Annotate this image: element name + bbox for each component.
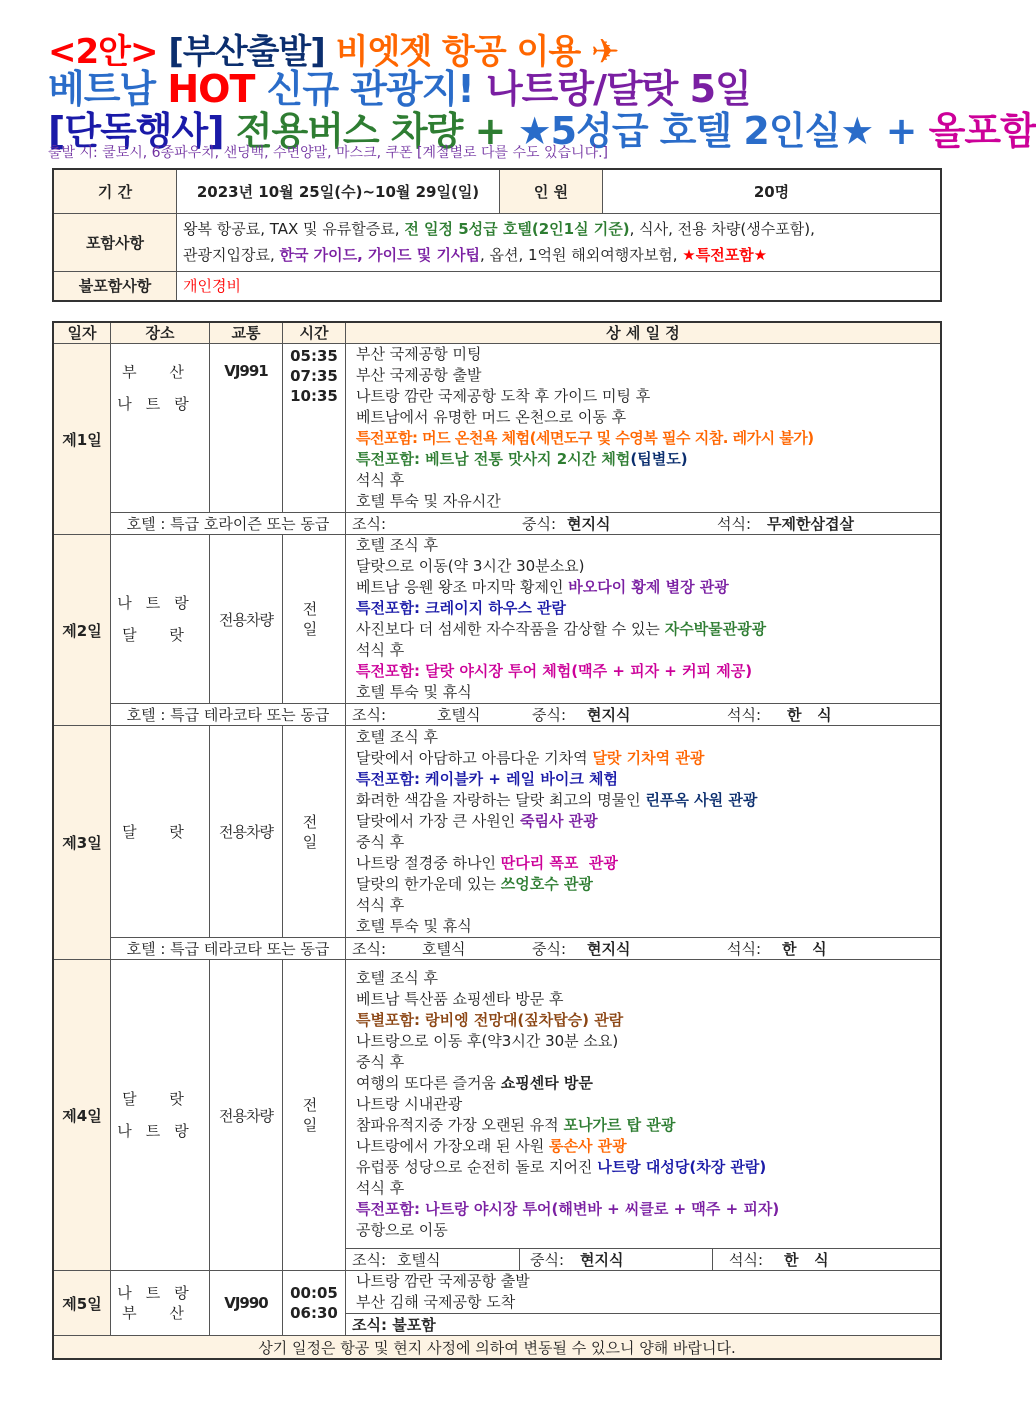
departure-label: [부산출발] — [168, 32, 325, 72]
title-new: 신규 관광지! — [266, 67, 474, 111]
detail-line: 베트남에서 유명한 머드 온천으로 이동 후 — [356, 408, 627, 426]
col-time: 시간 — [283, 322, 346, 344]
transport-value: 전용차량 — [210, 726, 283, 938]
meal-info — [346, 704, 942, 726]
place-cell — [111, 535, 210, 704]
detail-line: 호텔 조식 후 — [356, 536, 438, 554]
dinner-label: 석식: — [729, 1251, 764, 1269]
detail-highlight: 나트랑 대성당(차장 관람) — [597, 1157, 767, 1176]
detail-highlight: 롱손사 관광 — [548, 1136, 627, 1155]
included-guide: 한국 가이드, 가이드 및 기사팁 — [279, 246, 480, 264]
dinner-label: 석식: — [717, 515, 752, 533]
detail-line: 나트랑 깜란 국제공항 출발 — [356, 1272, 530, 1290]
breakfast-label: 조식: — [352, 940, 387, 958]
time-value: 00:05 — [290, 1284, 338, 1302]
period-label: 기 간 — [53, 169, 177, 213]
included-text: 관광지입장료, — [183, 246, 280, 264]
col-day: 일자 — [53, 322, 111, 344]
detail-line: 호텔 투숙 및 자유시간 — [356, 492, 501, 510]
breakfast-value: 호텔식 — [422, 940, 466, 958]
excluded-label: 불포함사항 — [53, 271, 177, 301]
day-row — [53, 535, 941, 704]
place-name: 달 랏 — [111, 726, 210, 938]
meal-info — [346, 1249, 942, 1271]
detail-cell — [346, 344, 942, 513]
detail-highlight: 바오다이 황제 별장 관광 — [568, 578, 729, 596]
detail-line: 나트랑 깜란 국제공항 도착 후 가이드 미팅 후 — [356, 387, 651, 405]
schedule-footer-note: 상기 일정은 항공 및 현지 사정에 의하여 변동될 수 있으니 양해 바랍니다. — [53, 1336, 941, 1360]
detail-line — [356, 449, 934, 470]
title-country: 베트남 — [48, 67, 156, 111]
detail-cell — [346, 535, 942, 704]
detail-highlight: 특전포함: 케이블카 + 레일 바이크 체험 — [356, 769, 619, 788]
included-value — [177, 213, 942, 271]
title-hotel: ★5성급 호텔 2인실★ — [517, 109, 874, 153]
included-label: 포함사항 — [53, 213, 177, 271]
time-value: 07:35 — [290, 367, 338, 385]
day-label: 제2일 — [53, 535, 111, 726]
time-value: 전 일 — [283, 726, 346, 938]
day-row — [53, 344, 941, 513]
dinner-value: 무제한삼겹살 — [767, 515, 854, 533]
detail-line — [356, 853, 934, 874]
detail-line — [356, 874, 934, 895]
detail-line: 중식 후 — [356, 832, 405, 851]
breakfast-value: 호텔식 — [437, 706, 481, 724]
time-cell — [283, 344, 346, 513]
detail-line — [356, 619, 934, 640]
breakfast-value: 호텔식 — [397, 1249, 520, 1270]
hotel-info: 호텔 : 특급 테라코타 또는 동급 — [111, 704, 346, 726]
detail-highlight: 특전포함: 나트랑 야시장 투어(해변바 + 씨클로 + 맥주 + 피자) — [356, 1199, 780, 1218]
detail-highlight: 특전포함: 달랏 야시장 투어 체험(맥주 + 피자 + 커피 제공) — [356, 662, 753, 680]
detail-line: 석식 후 — [356, 641, 405, 659]
footer-row — [53, 1336, 941, 1360]
detail-text: 사진보다 더 섬세한 자수작품을 감상할 수 있는 — [356, 620, 665, 638]
breakfast-label: 조식: — [352, 1251, 387, 1269]
dinner-label: 석식: — [727, 706, 762, 724]
detail-line — [356, 1136, 934, 1157]
time-value: 10:35 — [290, 387, 338, 405]
detail-highlight: 포나가르 탑 관광 — [563, 1115, 676, 1134]
day-label: 제3일 — [53, 726, 111, 960]
detail-text: 나트랑에서 가장오래 된 사원 — [356, 1136, 549, 1155]
detail-note: (팁별도) — [630, 450, 688, 468]
departure-gift-note: 출발 시: 쿨토시, 6종파우치, 샌딩백, 수면양말, 마스크, 쿠폰 [계절별로 다를 수도 있습니다.] — [48, 145, 609, 161]
flight-number: VJ990 — [210, 1271, 283, 1336]
title-bus: 전용버스 차량 + — [235, 109, 506, 153]
detail-text: 달랏의 한가운데 있는 — [356, 874, 501, 893]
place-name: 달 랏 — [122, 626, 198, 644]
place-cell — [111, 344, 210, 513]
dinner-value: 한 식 — [787, 706, 832, 724]
included-text: , 옵션, 1억원 해외여행자보험, — [479, 246, 683, 264]
col-transport: 교통 — [210, 322, 283, 344]
meal-info — [346, 1314, 942, 1336]
day-row — [53, 726, 941, 938]
detail-line: 달랏으로 이동(약 3시간 30분소요) — [356, 557, 585, 575]
detail-line: 부산 국제공항 출발 — [356, 366, 482, 384]
detail-highlight: 특별포함: 랑비엥 전망대(짚차탑승) 관람 — [356, 1010, 624, 1029]
breakfast-label: 조식: — [352, 515, 387, 533]
airline-label: 비엣젯 항공 이용 ✈ — [335, 32, 619, 72]
time-value: 전 일 — [283, 535, 346, 704]
breakfast-label: 조식: — [352, 706, 387, 724]
lunch-label: 중식: — [522, 515, 557, 533]
place-name: 나트랑 — [117, 1284, 203, 1302]
col-place: 장소 — [111, 322, 210, 344]
time-value: 05:35 — [290, 347, 338, 365]
place-name: 달 랏 — [122, 1090, 198, 1108]
detail-line: 석식 후 — [356, 1178, 405, 1197]
hotel-row — [53, 704, 941, 726]
detail-line: 호텔 조식 후 — [356, 968, 438, 987]
detail-line — [356, 428, 934, 449]
col-detail: 상 세 일 정 — [346, 322, 942, 344]
detail-text: 달랏에서 아담하고 아름다운 기차역 — [356, 748, 593, 767]
detail-highlight: 특전포함: 머드 온천욕 체험 — [356, 429, 530, 447]
detail-text: 화려한 색감을 자랑하는 달랏 최고의 명물인 — [356, 790, 646, 809]
plan-label: <2안> — [48, 32, 158, 72]
detail-line: 베트남 특산품 쇼핑센타 방문 후 — [356, 989, 564, 1008]
detail-line: 호텔 투숙 및 휴식 — [356, 916, 472, 935]
included-text: 왕복 항공료, TAX 및 유류할증료, — [183, 220, 405, 238]
detail-highlight: 특전포함: 크레이지 하우스 관람 — [356, 599, 567, 617]
place-name: 부 산 — [122, 363, 198, 381]
time-value: 06:30 — [290, 1304, 338, 1322]
detail-highlight: 특전포함: 베트남 전통 맛사지 2시간 체험 — [356, 450, 631, 468]
title-hot: HOT — [167, 67, 255, 111]
detail-cell — [346, 1271, 942, 1314]
transport-value: 전용차량 — [210, 960, 283, 1271]
detail-line — [356, 790, 934, 811]
detail-highlight: 달랏 기차역 관광 — [592, 748, 705, 767]
place-name: 나트랑 — [117, 594, 203, 612]
detail-line: 나트랑으로 이동 후(약3시간 30분 소요) — [356, 1031, 619, 1050]
included-hotel: 전 일정 5성급 호텔(2인1실 기준) — [404, 220, 630, 238]
dinner-value: 한 식 — [782, 940, 827, 958]
day-label: 제5일 — [53, 1271, 111, 1336]
place-name: 나트랑 — [117, 395, 203, 413]
breakfast-value: 불포함 — [392, 1316, 436, 1334]
detail-line — [356, 1073, 934, 1094]
day-label: 제4일 — [53, 960, 111, 1271]
time-value: 전 일 — [283, 960, 346, 1271]
title-all-inclusive: 올포함 — [928, 109, 1036, 153]
day-label: 제1일 — [53, 344, 111, 535]
detail-line: 부산 김해 국제공항 도착 — [356, 1293, 516, 1311]
place-name: 부 산 — [122, 1304, 198, 1322]
detail-highlight: 자수박물관광광 — [664, 620, 767, 638]
detail-text: 참파유적지중 가장 오랜된 유적 — [356, 1115, 564, 1134]
schedule-table — [52, 321, 942, 1360]
detail-highlight: 죽림사 관광 — [519, 811, 598, 830]
detail-line: 중식 후 — [356, 1052, 405, 1071]
lunch-label: 중식: — [532, 706, 567, 724]
detail-line — [356, 1115, 934, 1136]
place-name: 나트랑 — [117, 1122, 203, 1140]
dinner-value: 한 식 — [784, 1251, 829, 1269]
people-value: 20명 — [603, 169, 942, 213]
detail-highlight: 쇼핑센타 방문 — [500, 1073, 593, 1092]
meal-info — [346, 938, 942, 960]
transport-value: 전용차량 — [210, 535, 283, 704]
detail-text: 여행의 또다른 즐거움 — [356, 1073, 501, 1092]
included-text: , 식사, 전용 차량(생수포함), — [629, 220, 815, 238]
lunch-label: 중식: — [532, 940, 567, 958]
place-cell — [111, 960, 210, 1271]
detail-text: 달랏에서 가장 큰 사원인 — [356, 811, 520, 830]
lunch-label: 중식: — [530, 1251, 565, 1269]
lunch-value: 현지식 — [587, 940, 631, 958]
detail-text: 베트남 응웬 왕조 마지막 황제인 — [356, 578, 569, 596]
breakfast-label: 조식: — [352, 1316, 387, 1334]
place-cell — [111, 1271, 210, 1336]
hotel-row — [53, 938, 941, 960]
flight-number: VJ991 — [210, 344, 283, 513]
detail-note: (세면도구 및 수영복 필수 지참. 레가시 불가) — [529, 429, 814, 447]
detail-line: 호텔 투숙 및 휴식 — [356, 683, 472, 701]
period-value: 2023년 10월 25일(수)~10월 29일(일) — [177, 169, 500, 213]
detail-highlight: 린푸옥 사원 관광 — [645, 790, 758, 809]
detail-line — [356, 748, 934, 769]
detail-highlight: 쓰엉호수 관광 — [500, 874, 593, 893]
title-plus: + — [885, 109, 917, 153]
detail-line: 석식 후 — [356, 895, 405, 914]
hotel-info: 호텔 : 특급 테라코타 또는 동급 — [111, 938, 346, 960]
detail-line: 부산 국제공항 미팅 — [356, 345, 482, 363]
lunch-value: 현지식 — [567, 515, 611, 533]
time-cell — [283, 1271, 346, 1336]
detail-line — [356, 1157, 934, 1178]
info-table — [52, 168, 942, 302]
detail-cell — [346, 726, 942, 938]
hotel-row — [53, 513, 941, 535]
detail-line: 호텔 조식 후 — [356, 727, 438, 746]
detail-line: 나트랑 시내관광 — [356, 1094, 463, 1113]
day-row — [53, 960, 941, 1249]
excluded-value: 개인경비 — [177, 271, 942, 301]
detail-text: 나트랑 절경중 하나인 — [356, 853, 501, 872]
detail-line: 공항으로 이동 — [356, 1220, 448, 1239]
day-row — [53, 1271, 941, 1314]
detail-highlight: 딴다리 폭포 관광 — [500, 853, 618, 872]
people-label: 인 원 — [500, 169, 603, 213]
detail-cell — [346, 960, 942, 1249]
lunch-value: 현지식 — [580, 1249, 713, 1270]
dinner-label: 석식: — [727, 940, 762, 958]
detail-line: 석식 후 — [356, 471, 405, 489]
meal-info — [346, 513, 942, 535]
detail-line — [356, 577, 934, 598]
detail-line — [356, 811, 934, 832]
lunch-value: 현지식 — [587, 706, 631, 724]
included-special: ★특전포함★ — [682, 246, 768, 264]
hotel-info: 호텔 : 특급 호라이즌 또는 동급 — [111, 513, 346, 535]
title-private: [단독행사] — [48, 109, 224, 153]
schedule-header-row — [53, 322, 941, 344]
title-destination: 나트랑/달랏 5일 — [485, 67, 751, 111]
detail-text: 유럽풍 성당으로 순전히 돌로 지어진 — [356, 1157, 598, 1176]
